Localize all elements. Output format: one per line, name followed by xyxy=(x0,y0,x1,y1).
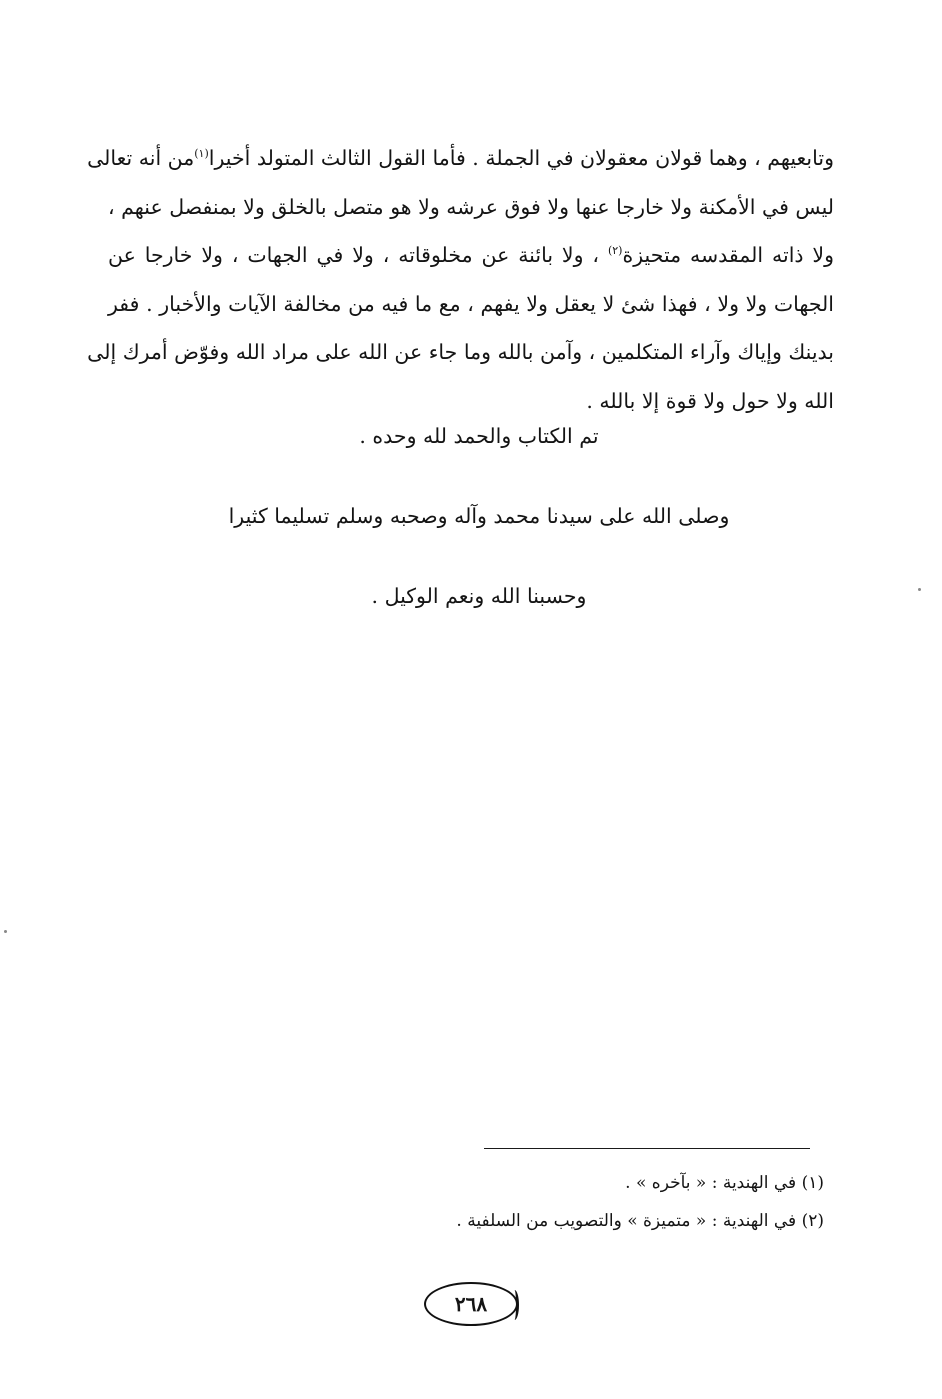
scan-speck xyxy=(918,588,921,591)
scan-speck xyxy=(4,930,7,933)
paragraph-line-1: وتابعيهم ، وهما قولان معقولان في الجملة . فأما القول الثالث المتولد أخيرا$^{(١)}$من أنه تعالى xyxy=(87,146,834,170)
closing-line-1: تم الكتاب والحمد لله وحده . xyxy=(359,424,599,448)
paragraph-line-2: ليس في الأمكنة ولا خارجا عنها ولا فوق عرشه ولا هو متصل بالخلق ولا بمنفصل عنهم ، xyxy=(108,194,834,219)
paragraph-line-4: الجهات ولا ولا ، فهذا شئ لا يعقل ولا يفهم ، مع ما فيه من مخالفة الآيات والأخبار . ففر xyxy=(108,291,834,316)
main-paragraph xyxy=(87,134,835,425)
footnotes xyxy=(300,1164,824,1240)
closing-line-3: وحسبنا الله ونعم الوكيل . xyxy=(371,584,587,608)
footnote-divider xyxy=(484,1148,810,1149)
footnote-ref-2[interactable]: (٢) xyxy=(607,244,623,258)
footnote-ref-1[interactable]: (١) xyxy=(194,147,209,161)
footnote-2: (٢) في الهندية : « متميزة » والتصويب من السلفية . xyxy=(456,1211,824,1231)
closing-line-2: وصلى الله على سيدنا محمد وآله وصحبه وسلم تسليما كثيرا xyxy=(228,504,730,528)
page-number-label: ٢٦٨ xyxy=(454,1292,488,1316)
page-number xyxy=(424,1282,518,1326)
paragraph-line-3: ولا ذاته المقدسه متحيزة$^{(٢)}$ ، ولا بائنة عن مخلوقاته ، ولا في الجهات ، ولا خارجا عن xyxy=(108,243,835,267)
paragraph-line-5: بدينك وإياك وآراء المتكلمين ، وآمن بالله وما جاء عن الله على مراد الله وفوّض أمرك إلى xyxy=(87,340,834,364)
footnote-1: (١) في الهندية : « بآخره » . xyxy=(625,1173,824,1193)
paragraph-line-6: الله ولا حول ولا قوة إلا بالله . xyxy=(586,388,834,413)
